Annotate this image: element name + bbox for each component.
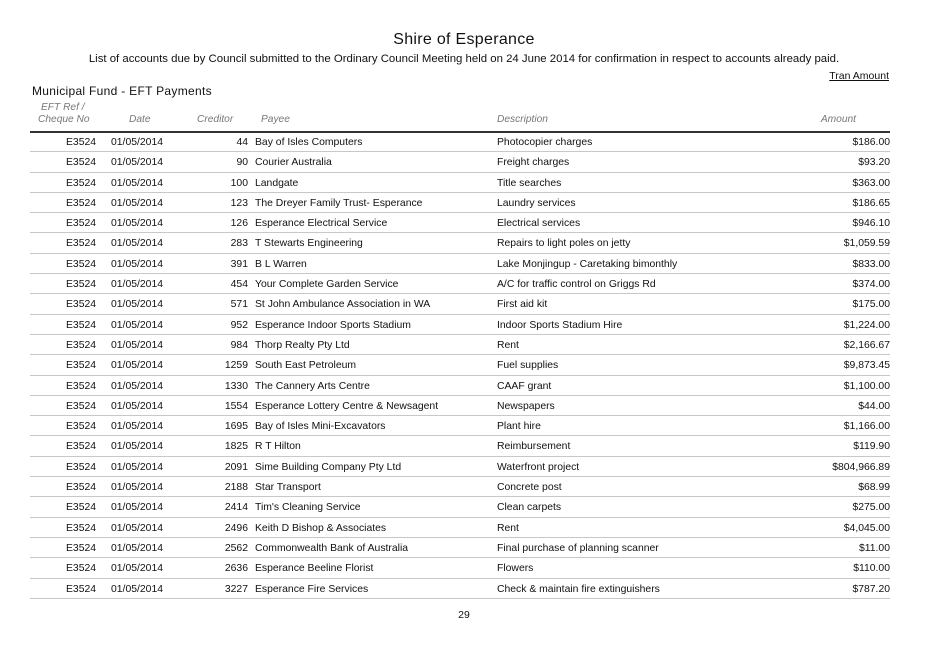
cell-description: Rent	[497, 339, 519, 351]
cell-amount: $4,045.00	[843, 522, 890, 534]
cell-payee: Keith D Bishop & Associates	[255, 522, 387, 534]
cell-description: Title searches	[497, 177, 562, 189]
table-row	[30, 538, 890, 558]
cell-amount: $833.00	[852, 258, 890, 270]
cell-amount: $1,100.00	[843, 380, 890, 392]
cell-date: 01/05/2014	[111, 299, 164, 311]
cell-date: 01/05/2014	[111, 279, 164, 291]
cell-ref: E3524	[66, 299, 97, 311]
section-title: Municipal Fund - EFT Payments	[32, 84, 212, 98]
table-row	[30, 396, 890, 416]
table-row	[30, 416, 890, 436]
cell-amount: $186.00	[852, 137, 890, 148]
cell-ref: E3524	[66, 360, 97, 372]
cell-creditor: 1825	[224, 441, 248, 453]
cell-creditor: 1330	[224, 380, 248, 392]
col-header-date: Date	[129, 114, 151, 125]
cell-description: Final purchase of planning scanner	[497, 542, 659, 554]
cell-ref: E3524	[66, 218, 97, 230]
cell-date: 01/05/2014	[111, 157, 164, 169]
cell-amount: $787.20	[852, 583, 890, 595]
cell-date: 01/05/2014	[111, 339, 164, 351]
cell-payee: Tim's Cleaning Service	[255, 502, 361, 514]
cell-amount: $804,966.89	[832, 461, 890, 473]
tran-amount-label: Tran Amount	[829, 70, 889, 82]
cell-ref: E3524	[66, 319, 97, 331]
table-row	[30, 152, 890, 172]
cell-creditor: 90	[236, 157, 248, 169]
cell-ref: E3524	[66, 563, 97, 575]
cell-date: 01/05/2014	[111, 238, 164, 250]
cell-amount: $119.90	[853, 441, 890, 453]
cell-ref: E3524	[66, 542, 97, 554]
cell-date: 01/05/2014	[111, 583, 164, 595]
cell-description: Freight charges	[497, 157, 570, 169]
table-row	[30, 497, 890, 517]
page-number: 29	[458, 609, 470, 621]
cell-ref: E3524	[66, 380, 97, 392]
cell-creditor: 2636	[224, 563, 248, 575]
cell-creditor: 2496	[224, 522, 248, 534]
cell-amount: $1,224.00	[843, 319, 890, 331]
cell-description: Plant hire	[497, 421, 541, 433]
cell-creditor: 454	[230, 279, 248, 291]
cell-date: 01/05/2014	[111, 137, 164, 148]
table-row	[30, 294, 890, 314]
cell-date: 01/05/2014	[111, 400, 164, 412]
cell-creditor: 2188	[224, 482, 248, 494]
cell-description: Indoor Sports Stadium Hire	[497, 319, 623, 331]
cell-date: 01/05/2014	[111, 542, 164, 554]
cell-ref: E3524	[66, 482, 97, 494]
cell-payee: South East Petroleum	[255, 360, 357, 372]
cell-creditor: 100	[230, 177, 248, 189]
table-row	[30, 193, 890, 213]
table-row	[30, 457, 890, 477]
cell-payee: Your Complete Garden Service	[255, 279, 399, 291]
cell-creditor: 571	[230, 299, 248, 311]
cell-payee: Esperance Beeline Florist	[255, 563, 374, 575]
cell-ref: E3524	[66, 339, 97, 351]
cell-description: Photocopier charges	[497, 137, 593, 148]
cell-amount: $110.00	[853, 563, 890, 575]
cell-ref: E3524	[66, 583, 97, 595]
table-row	[30, 477, 890, 497]
cell-payee: Commonwealth Bank of Australia	[255, 542, 409, 554]
table-row	[30, 376, 890, 396]
cell-description: Electrical services	[497, 218, 581, 230]
cell-description: Rent	[497, 522, 519, 534]
cell-description: CAAF grant	[497, 380, 552, 392]
cell-amount: $175.00	[852, 299, 890, 311]
cell-payee: R T Hilton	[255, 441, 301, 453]
cell-creditor: 283	[230, 238, 248, 250]
cell-payee: Courier Australia	[255, 157, 332, 169]
cell-creditor: 952	[230, 319, 248, 331]
table-row	[30, 233, 890, 253]
cell-amount: $186.65	[852, 197, 890, 209]
cell-creditor: 1695	[224, 421, 248, 433]
table-row	[30, 579, 890, 599]
cell-amount: $946.10	[852, 218, 890, 230]
cell-creditor: 2562	[224, 542, 248, 554]
cell-description: First aid kit	[497, 299, 548, 311]
cell-ref: E3524	[66, 157, 97, 169]
cell-payee: Esperance Indoor Sports Stadium	[255, 319, 411, 331]
table-row	[30, 315, 890, 335]
cell-date: 01/05/2014	[111, 441, 164, 453]
cell-payee: Star Transport	[255, 482, 321, 494]
cell-description: Lake Monjingup - Caretaking bimonthly	[497, 258, 678, 270]
cell-description: Laundry services	[497, 197, 576, 209]
table-row	[30, 436, 890, 456]
cell-ref: E3524	[66, 502, 97, 514]
cell-ref: E3524	[66, 177, 97, 189]
cell-amount: $68.99	[858, 482, 890, 494]
cell-creditor: 1259	[224, 360, 248, 372]
table-row	[30, 355, 890, 375]
cell-amount: $363.00	[852, 177, 890, 189]
cell-ref: E3524	[66, 197, 97, 209]
cell-amount: $93.20	[858, 157, 890, 169]
cell-payee: Bay of Isles Computers	[255, 137, 363, 148]
cell-ref: E3524	[66, 522, 97, 534]
cell-description: Clean carpets	[497, 502, 562, 514]
cell-amount: $9,873.45	[843, 360, 890, 372]
col-header-description: Description	[497, 114, 548, 125]
cell-date: 01/05/2014	[111, 522, 164, 534]
page-title: Shire of Esperance	[393, 31, 535, 48]
cell-creditor: 391	[230, 258, 248, 270]
cell-payee: Sime Building Company Pty Ltd	[255, 461, 402, 473]
cell-ref: E3524	[66, 400, 97, 412]
cell-payee: Landgate	[255, 177, 299, 189]
cell-description: Newspapers	[497, 400, 555, 412]
cell-date: 01/05/2014	[111, 360, 164, 372]
cell-payee: Esperance Fire Services	[255, 583, 369, 595]
cell-description: Reimbursement	[497, 441, 571, 453]
payments-table	[30, 132, 890, 599]
cell-ref: E3524	[66, 238, 97, 250]
cell-creditor: 44	[236, 137, 248, 148]
cell-creditor: 2091	[224, 461, 248, 473]
col-header-cheque-no: Cheque No	[38, 114, 90, 125]
cell-description: Concrete post	[497, 482, 562, 494]
cell-creditor: 984	[230, 339, 248, 351]
cell-date: 01/05/2014	[111, 461, 164, 473]
cell-description: Repairs to light poles on jetty	[497, 238, 631, 250]
cell-creditor: 2414	[224, 502, 248, 514]
cell-payee: St John Ambulance Association in WA	[255, 299, 431, 311]
cell-date: 01/05/2014	[111, 218, 164, 230]
col-header-amount: Amount	[820, 114, 856, 125]
cell-payee: The Dreyer Family Trust- Esperance	[255, 197, 423, 209]
cell-amount: $374.00	[852, 279, 890, 291]
col-header-payee: Payee	[261, 114, 290, 125]
cell-payee: Thorp Realty Pty Ltd	[255, 339, 350, 351]
cell-date: 01/05/2014	[111, 421, 164, 433]
cell-creditor: 1554	[224, 400, 248, 412]
table-row	[30, 335, 890, 355]
table-row	[30, 558, 890, 578]
cell-ref: E3524	[66, 258, 97, 270]
cell-ref: E3524	[66, 461, 97, 473]
cell-payee: Bay of Isles Mini-Excavators	[255, 421, 386, 433]
cell-creditor: 123	[230, 197, 248, 209]
cell-description: Fuel supplies	[497, 360, 559, 372]
cell-amount: $1,166.00	[843, 421, 890, 433]
table-row	[30, 254, 890, 274]
table-row	[30, 132, 890, 152]
cell-ref: E3524	[66, 279, 97, 291]
cell-amount: $1,059.59	[843, 238, 890, 250]
cell-description: Waterfront project	[497, 461, 580, 473]
cell-creditor: 126	[230, 218, 248, 230]
cell-payee: Esperance Lottery Centre & Newsagent	[255, 400, 439, 412]
cell-amount: $2,166.67	[843, 339, 890, 351]
page-subtitle: List of accounts due by Council submitted to the Ordinary Council Meeting held on 24 June 2014 for confirmation in respect to accounts already paid.	[88, 53, 840, 65]
cell-amount: $44.00	[858, 400, 890, 412]
table-row	[30, 213, 890, 233]
cell-payee: T Stewarts Engineering	[255, 238, 363, 250]
cell-creditor: 3227	[224, 583, 248, 595]
table-header	[30, 101, 890, 133]
col-header-eft-ref: EFT Ref /	[41, 102, 85, 113]
table-row	[30, 518, 890, 538]
cell-amount: $275.00	[852, 502, 890, 514]
cell-date: 01/05/2014	[111, 502, 164, 514]
cell-ref: E3524	[66, 137, 97, 148]
table-row	[30, 274, 890, 294]
cell-description: Flowers	[497, 563, 534, 575]
cell-ref: E3524	[66, 441, 97, 453]
cell-date: 01/05/2014	[111, 197, 164, 209]
cell-date: 01/05/2014	[111, 319, 164, 331]
cell-amount: $11.00	[858, 542, 890, 554]
cell-date: 01/05/2014	[111, 177, 164, 189]
cell-ref: E3524	[66, 421, 97, 433]
table-row	[30, 173, 890, 193]
cell-date: 01/05/2014	[111, 563, 164, 575]
cell-payee: Esperance Electrical Service	[255, 218, 388, 230]
cell-date: 01/05/2014	[111, 482, 164, 494]
col-header-creditor: Creditor	[197, 114, 234, 125]
cell-date: 01/05/2014	[111, 258, 164, 270]
cell-description: A/C for traffic control on Griggs Rd	[497, 279, 656, 291]
cell-description: Check & maintain fire extinguishers	[497, 583, 660, 595]
cell-payee: The Cannery Arts Centre	[255, 380, 370, 392]
cell-date: 01/05/2014	[111, 380, 164, 392]
cell-payee: B L Warren	[255, 258, 307, 270]
